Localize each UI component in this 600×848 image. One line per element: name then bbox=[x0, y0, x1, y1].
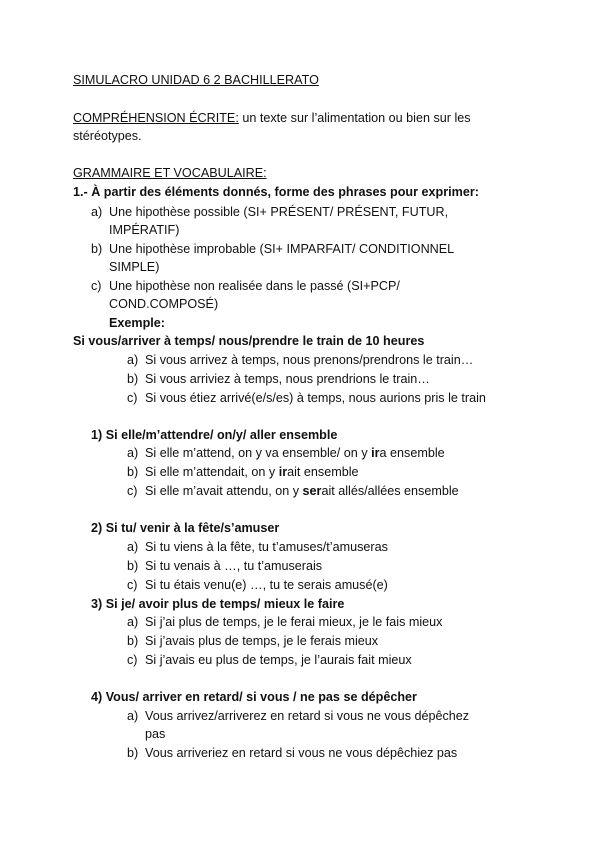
example-b-marker: b) bbox=[127, 372, 139, 386]
exercise-3-c-text: Si j’avais eu plus de temps, je l’aurais fait mieux bbox=[145, 653, 412, 667]
example-label: Exemple: bbox=[109, 316, 165, 330]
exercise-1-b-marker: b) bbox=[127, 465, 139, 479]
comprehension-text-2: stéréotypes. bbox=[73, 129, 142, 143]
exercise-3-b-marker: b) bbox=[127, 634, 139, 648]
exercise-3-prompt: 3) Si je/ avoir plus de temps/ mieux le faire bbox=[91, 597, 345, 611]
exercise-1-c-bold: ser bbox=[302, 484, 322, 498]
example-b-text: Si vous arriviez à temps, nous prendrions le train… bbox=[145, 372, 430, 386]
option-c-marker: c) bbox=[91, 279, 102, 293]
exercise-1-a-text bbox=[145, 446, 445, 461]
example-c-marker: c) bbox=[127, 391, 138, 405]
exercise-1-a-marker: a) bbox=[127, 446, 139, 460]
exercise-4-a-line-2: pas bbox=[145, 727, 166, 741]
option-a-marker: a) bbox=[91, 205, 103, 219]
option-b-line-2: SIMPLE) bbox=[109, 260, 160, 274]
exercise-1-b-text bbox=[145, 465, 359, 480]
example-c-text: Si vous étiez arrivé(e/s/es) à temps, nous aurions pris le train bbox=[145, 391, 486, 405]
exercise-1-prompt: 1) Si elle/m’attendre/ on/y/ aller ensemble bbox=[91, 428, 338, 442]
example-a-marker: a) bbox=[127, 353, 139, 367]
exercise-4-prompt: 4) Vous/ arriver en retard/ si vous / ne pas se dépêcher bbox=[91, 690, 417, 704]
comprehension-text-1: un texte sur l’alimentation ou bien sur les bbox=[238, 111, 471, 125]
exercise-3-b-text: Si j’avais plus de temps, je le ferais mieux bbox=[145, 634, 379, 648]
exercise-3-a-marker: a) bbox=[127, 615, 139, 629]
comprehension-line-1 bbox=[73, 111, 471, 126]
option-c-line-2: COND.COMPOSÉ) bbox=[109, 297, 219, 311]
exercise-1-b-pre: Si elle m’attendait, on y bbox=[145, 465, 279, 479]
document-title: SIMULACRO UNIDAD 6 2 BACHILLERATO bbox=[73, 73, 319, 87]
option-a-line-2: IMPÉRATIF) bbox=[109, 223, 180, 237]
exercise-4-b-text: Vous arriveriez en retard si vous ne vous dépêchiez pas bbox=[145, 746, 458, 760]
exercise-2-b-text: Si tu venais à …, tu t’amuserais bbox=[145, 559, 323, 573]
exercise-2-c-text: Si tu étais venu(e) …, tu te serais amusé(e) bbox=[145, 578, 388, 592]
grammar-heading: GRAMMAIRE ET VOCABULAIRE: bbox=[73, 166, 267, 180]
example-a-text: Si vous arrivez à temps, nous prenons/prendrons le train… bbox=[145, 353, 474, 367]
exercise-1-b-post: ait ensemble bbox=[287, 465, 359, 479]
option-c-line-1: Une hipothèse non realisée dans le passé (SI+PCP/ bbox=[109, 279, 400, 293]
exercise-2-a-text: Si tu viens à la fête, tu t’amuses/t’amuseras bbox=[145, 540, 388, 554]
exercise-1-c-text bbox=[145, 484, 459, 499]
exercise-4-a-marker: a) bbox=[127, 709, 139, 723]
exercise-2-a-marker: a) bbox=[127, 540, 139, 554]
exercise-2-c-marker: c) bbox=[127, 578, 138, 592]
exercise-4-b-marker: b) bbox=[127, 746, 139, 760]
exercise-2-b-marker: b) bbox=[127, 559, 139, 573]
option-b-line-1: Une hipothèse improbable (SI+ IMPARFAIT/ CONDITIONNEL bbox=[109, 242, 455, 256]
exercise-1-a-bold: ir bbox=[371, 446, 380, 460]
exercise-1-c-marker: c) bbox=[127, 484, 138, 498]
exercise-3-a-text: Si j’ai plus de temps, je le ferai mieux, je le fais mieux bbox=[145, 615, 443, 629]
exercise-1-b-bold: ir bbox=[278, 465, 288, 479]
exercise-1-a-post: a ensemble bbox=[379, 446, 445, 460]
comprehension-label: COMPRÉHENSION ÉCRITE: bbox=[73, 111, 239, 125]
exercise-1-c-post: ait allés/allées ensemble bbox=[321, 484, 459, 498]
exercise-4-a-line-1: Vous arrivez/arriverez en retard si vous ne vous dépêchez bbox=[145, 709, 470, 723]
exercise-1-c-pre: Si elle m’avait attendu, on y bbox=[145, 484, 303, 498]
option-b-marker: b) bbox=[91, 242, 103, 256]
example-prompt: Si vous/arriver à temps/ nous/prendre le train de 10 heures bbox=[73, 334, 425, 348]
exercise-1-a-pre: Si elle m’attend, on y va ensemble/ on y bbox=[145, 446, 372, 460]
question-1: 1.- À partir des éléments donnés, forme des phrases pour exprimer: bbox=[73, 185, 479, 199]
exercise-3-c-marker: c) bbox=[127, 653, 138, 667]
exercise-2-prompt: 2) Si tu/ venir à la fête/s’amuser bbox=[91, 521, 280, 535]
option-a-line-1: Une hipothèse possible (SI+ PRÉSENT/ PRÉSENT, FUTUR, bbox=[109, 205, 449, 219]
